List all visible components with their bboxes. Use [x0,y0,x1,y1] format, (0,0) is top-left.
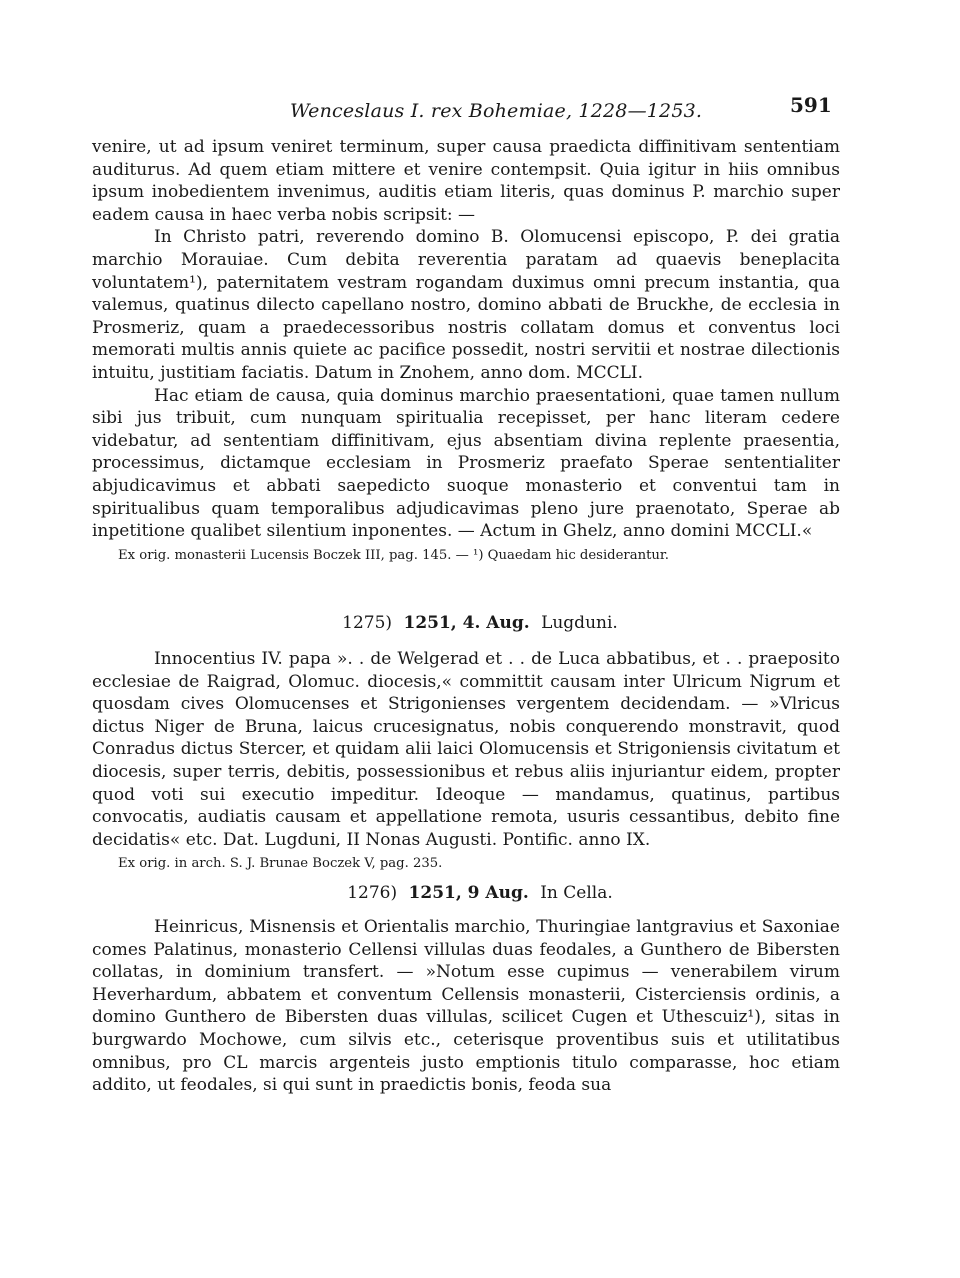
entry-text: Heinricus, Misnensis et Orientalis marchio, Thuringiae lantgravius et Saxoniae comes Palatinus, monasterio Cellensi villulas duas feodales, a Gunthero de Bibersten collatas, in dominium transfert. — »Notum esse cupimus — venerabilem virum Heverhardum, abbatem et conventum Cellensis monasterii, Cisterciensis ordinis, a domino Gunthero de Bibersten duas villulas, scilicet Cugen et Uthescuiz¹), sitas in burgwardo Mochowe, cum silvis etc., ceterisque proventibus suis et utilitatibus omnibus, pro CL marcis argenteis justo emptionis titulo comparasse, hoc etiam addito, ut feodales, si qui sunt in praedictis bonis, feoda sua [92,917,840,1096]
continuation-paragraph: Hac etiam de causa, quia dominus marchio praesentationi, quae tamen nullum sibi jus tribuit, cum nunquam spiritualia recepisset, per hanc literam cedere videbatur, ad sententiam diffinitivam, ejus absentiam divina replente praesentia, processimus, dictamque ecclesiam in Prosmeriz praefato Sperae sententialiter abjudicavimus et abbati saepedicto suoque monasterio et conventui tam in spiritualibus quam temporalibus adjudicavimas pleno jure praenotato, Sperae ab inpetitione qualibet silentium inponentes. — Actum in Ghelz, anno domini MCCLI.« [92,385,840,542]
entry-heading-1275 [0,612,960,634]
page-number: 591 [790,93,832,117]
entry-place: Lugduni. [541,613,618,633]
entry-body-1276 [92,916,840,1097]
letter-paragraph: In Christo patri, reverendo domino B. Olomucensi episcopo, P. dei gratia marchio Morauiae. Cum debita reverentia paratam ad quaevis beneplacita voluntatem¹), paternitatem vestram rogandam duximus omni precum instantia, qua valemus, quatinus dilecto capellano nostro, domino abbati de Bruckhe, de ecclesia in Prosmeriz, quam a praedecessoribus nostris collatam domus et conventus loci memorati multis annis quiete ac pacifice possedit, nostri servitii et nostrae dilectionis intuitu, justitiam faciatis. Datum in Znohem, anno dom. MCCLI. [92,227,840,383]
continuation-section [92,136,840,565]
entry-body-1275 [92,648,840,873]
entry-text: Innocentius IV. papa ». . de Welgerad et . . de Luca abbatibus, et . . praeposito ecclesiae de Raigrad, Olomuc. diocesis,« committit causam inter Ulricum Nigrum et quosdam cives Olomucenses et Strigonienses vergentem decidendam. — »Vlricus dictus Niger de Bruna, laicus crucesignatus, nobis conquerendo monstravit, quod Conradus dictus Stercer, et quidam alii laici Olomucensis et Strigoniensis civitatum et diocesis, super terris, debitis, possessionibus et rebus aliis injuriantur eidem, propter quod voti sui executio impeditur. Ideoque — mandamus, quatinus, partibus convocatis, audiatis causam et appellatione remota, usuris cessantibus, debito fine decidatis« etc. Dat. Lugduni, II Nonas Augusti. Pontific. anno IX. [92,649,840,850]
entry-number: 1276) [347,883,398,903]
continuation-paragraph: venire, ut ad ipsum veniret terminum, super causa praedicta diffinitivam sententiam auditurus. Ad quem etiam mittere et venire contempsit. Quia igitur in hiis omnibus ipsum inobedientem invenimus, auditis etiam literis, quas dominus P. marchio super eadem causa in haec verba nobis scripsit: — [92,137,840,225]
entry-heading-1276 [0,882,960,904]
entry-date: 1251, 9 Aug. [408,883,529,903]
entry-date: 1251, 4. Aug. [403,613,530,633]
entry-number: 1275) [342,613,393,633]
entry-place: In Cella. [540,883,613,903]
running-title: Wenceslaus I. rex Bohemiae, 1228—1253. [290,100,703,122]
source-note: Ex orig. monasterii Lucensis Boczek III, pag. 145. — ¹) Quaedam hic desiderantur. [118,547,669,563]
source-note: Ex orig. in arch. S. J. Brunae Boczek V, pag. 235. [118,856,443,872]
